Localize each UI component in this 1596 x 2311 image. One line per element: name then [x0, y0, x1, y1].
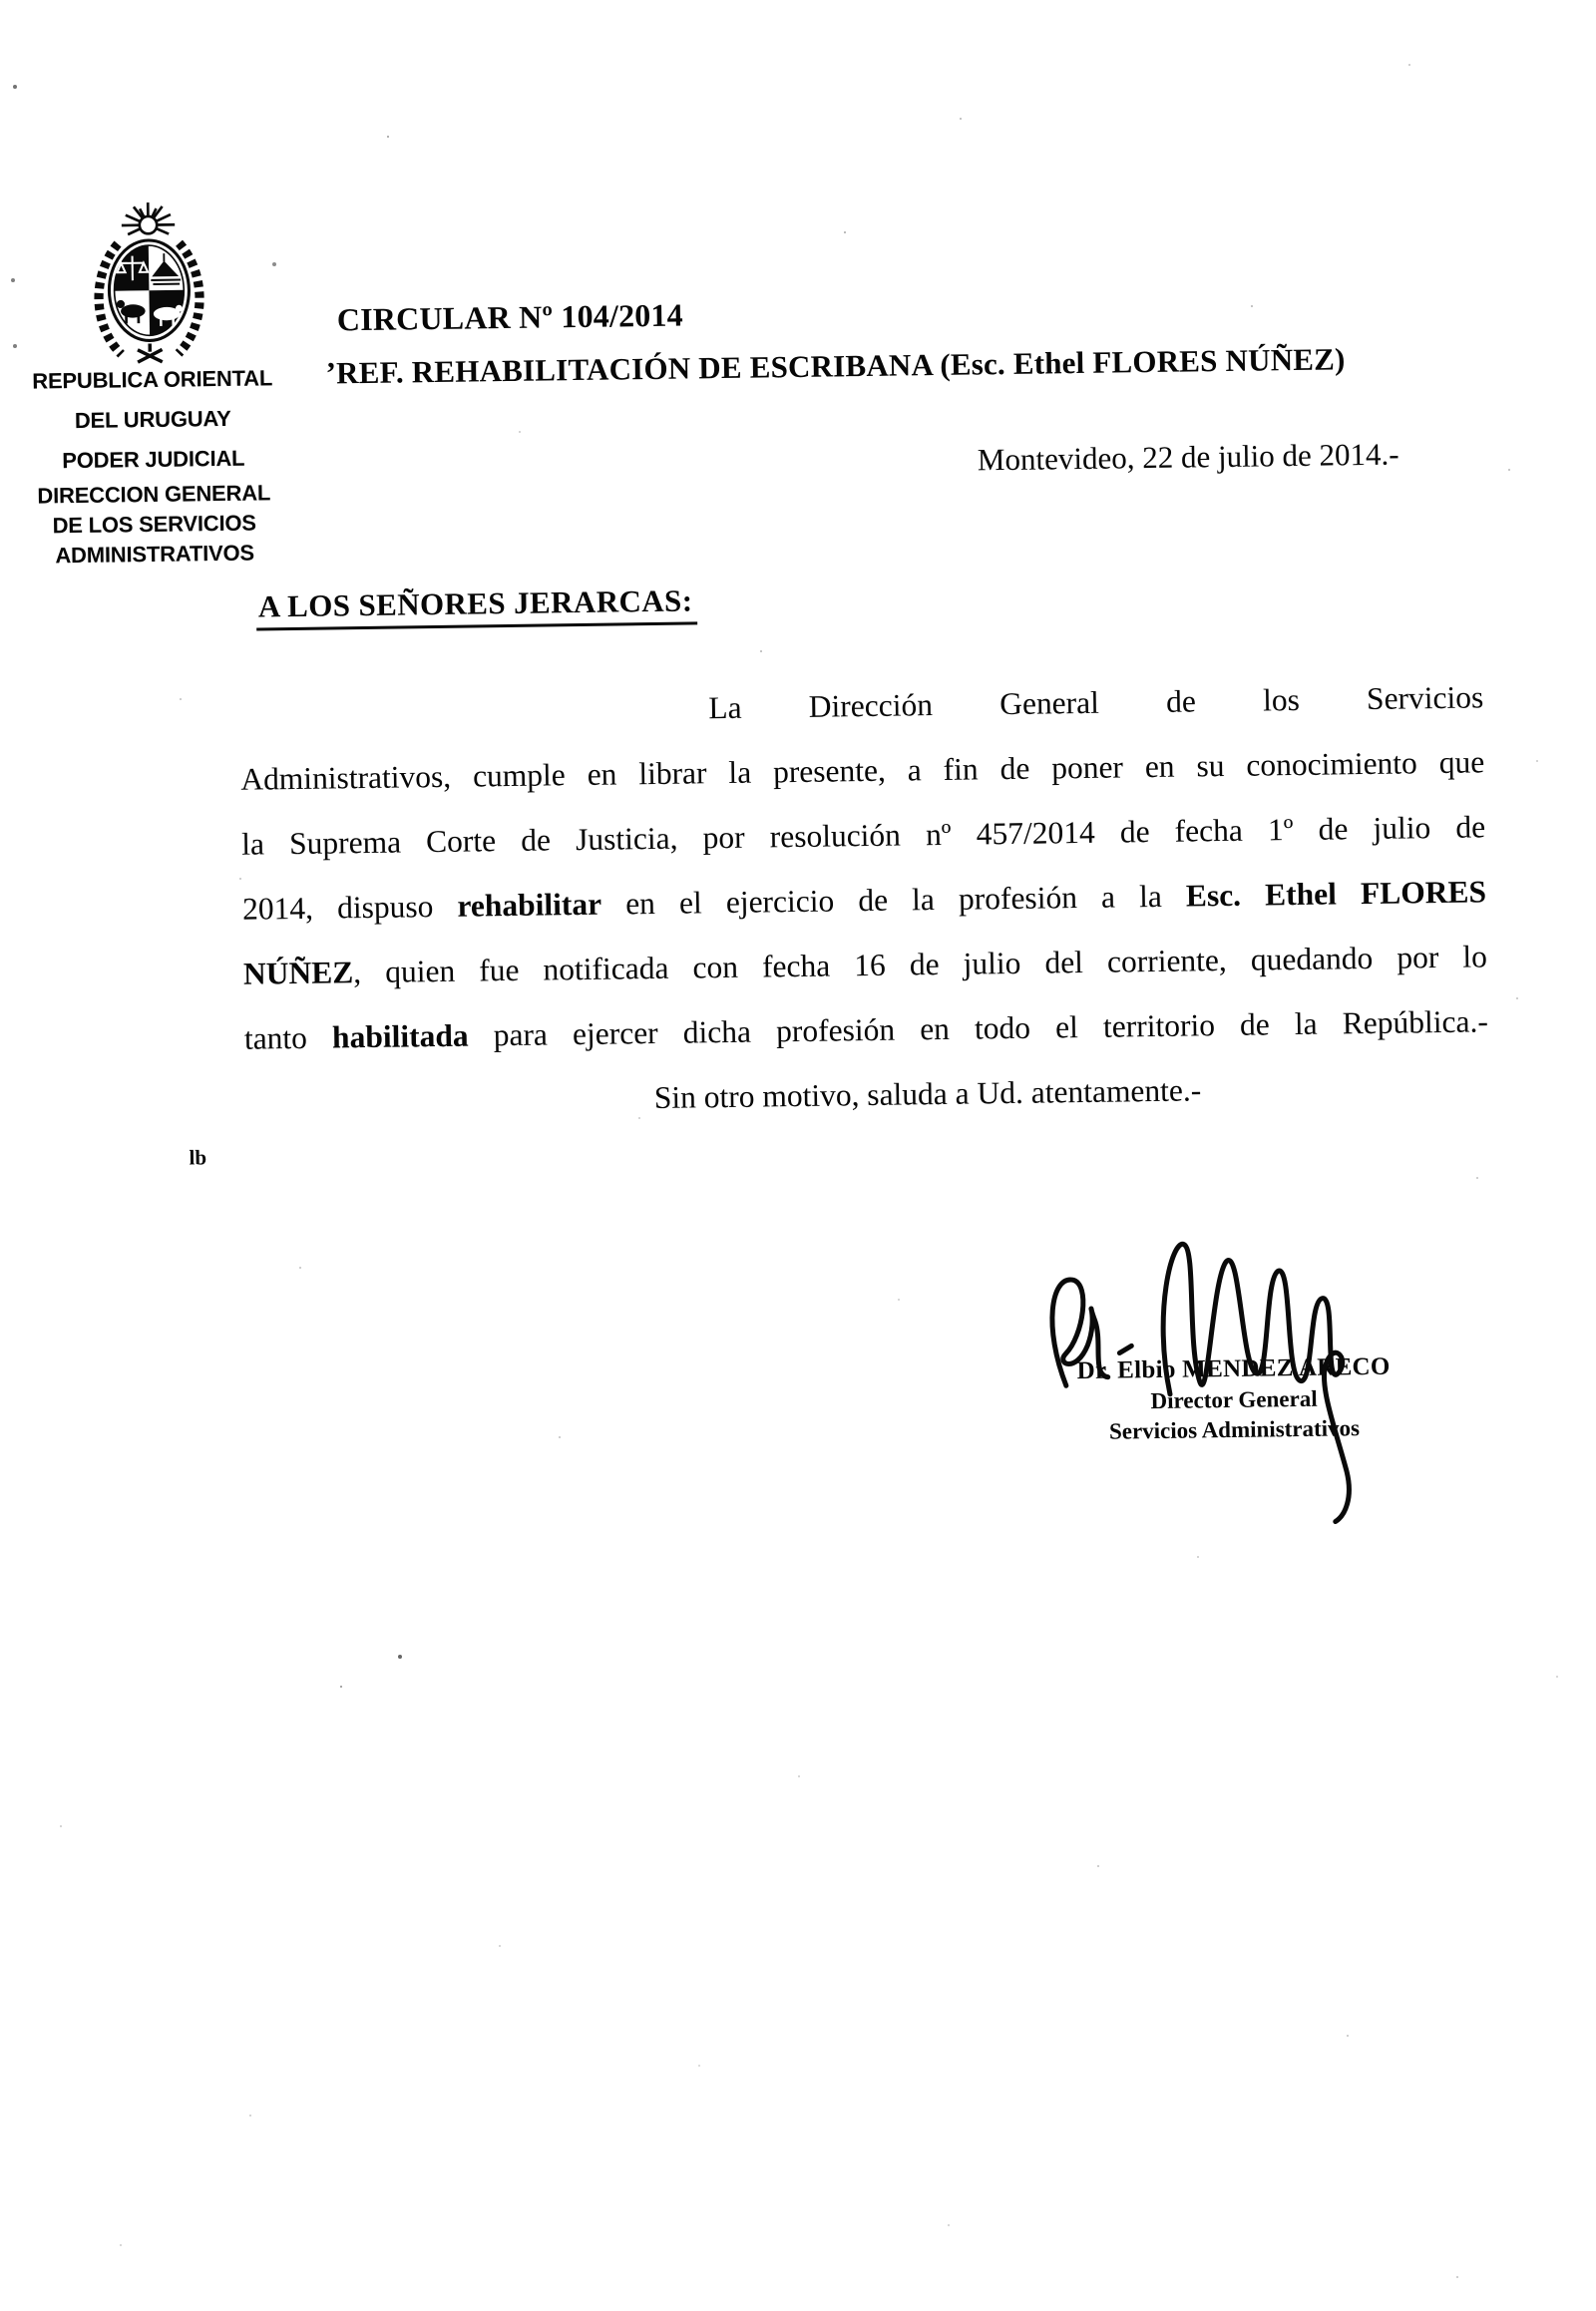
- coat-of-arms-uruguay-icon: [86, 199, 211, 365]
- reference-line: ʼREF. REHABILITACIÓN DE ESCRIBANA (Esc. Ethel FLORES NÚÑEZ): [325, 341, 1346, 391]
- letterhead: [4, 358, 302, 572]
- circular-number: CIRCULAR Nº 104/2014: [336, 296, 684, 338]
- dateline: Montevideo, 22 de julio de 2014.-: [977, 436, 1399, 478]
- body-text: en el ejercicio de la profesión a la: [600, 878, 1187, 922]
- signer-title: Director General: [1150, 1385, 1318, 1414]
- signature-block: [1000, 1213, 1443, 1538]
- letterhead-line: REPUBLICA ORIENTAL: [32, 365, 273, 394]
- body-line-2: Administrativos, cumple en librar la presente, a fin de poner en su conocimiento que: [240, 744, 1485, 797]
- body-text: 2014, dispuso: [241, 888, 458, 927]
- closing-line: Sin otro motivo, saluda a Ud. atentamente.-: [653, 1072, 1202, 1116]
- letterhead-line: DIRECCION GENERAL: [37, 480, 271, 509]
- body-text: para ejercer dicha profesión en todo el territorio de la República.-: [468, 1003, 1489, 1053]
- body-text: tanto: [243, 1019, 333, 1056]
- body-line-3: la Suprema Corte de Justicia, por resolución nº 457/2014 de fecha 1º de julio de: [240, 809, 1486, 862]
- body-text: , quien fue notificada con fecha 16 de julio del corriente, quedando por lo: [353, 939, 1488, 990]
- scan-noise: [0, 0, 2, 2]
- letterhead-line: ADMINISTRATIVOS: [55, 540, 255, 569]
- body-line-1: La Dirección General de los Servicios: [708, 679, 1484, 726]
- signer-office: Servicios Administrativos: [1108, 1415, 1361, 1444]
- letterhead-line: PODER JUDICIAL: [62, 445, 245, 474]
- typist-initials: lb: [189, 1145, 207, 1170]
- letterhead-line: DEL URUGUAY: [74, 405, 231, 434]
- letter-body: [239, 664, 1489, 1135]
- letterhead-line: DE LOS SERVICIOS: [52, 510, 256, 539]
- bold-term-habilitada: habilitada: [331, 1017, 469, 1055]
- bold-term-rehabilitar: rehabilitar: [457, 886, 602, 924]
- signer-name: Dr. Elbio MENDEZ ARECO: [1076, 1352, 1391, 1385]
- bold-name-escribana: Esc. Ethel FLORES: [1185, 874, 1487, 914]
- salutation: A LOS SEÑORES JERARCAS:: [256, 582, 697, 630]
- bold-name-escribana: NÚÑEZ: [242, 955, 354, 991]
